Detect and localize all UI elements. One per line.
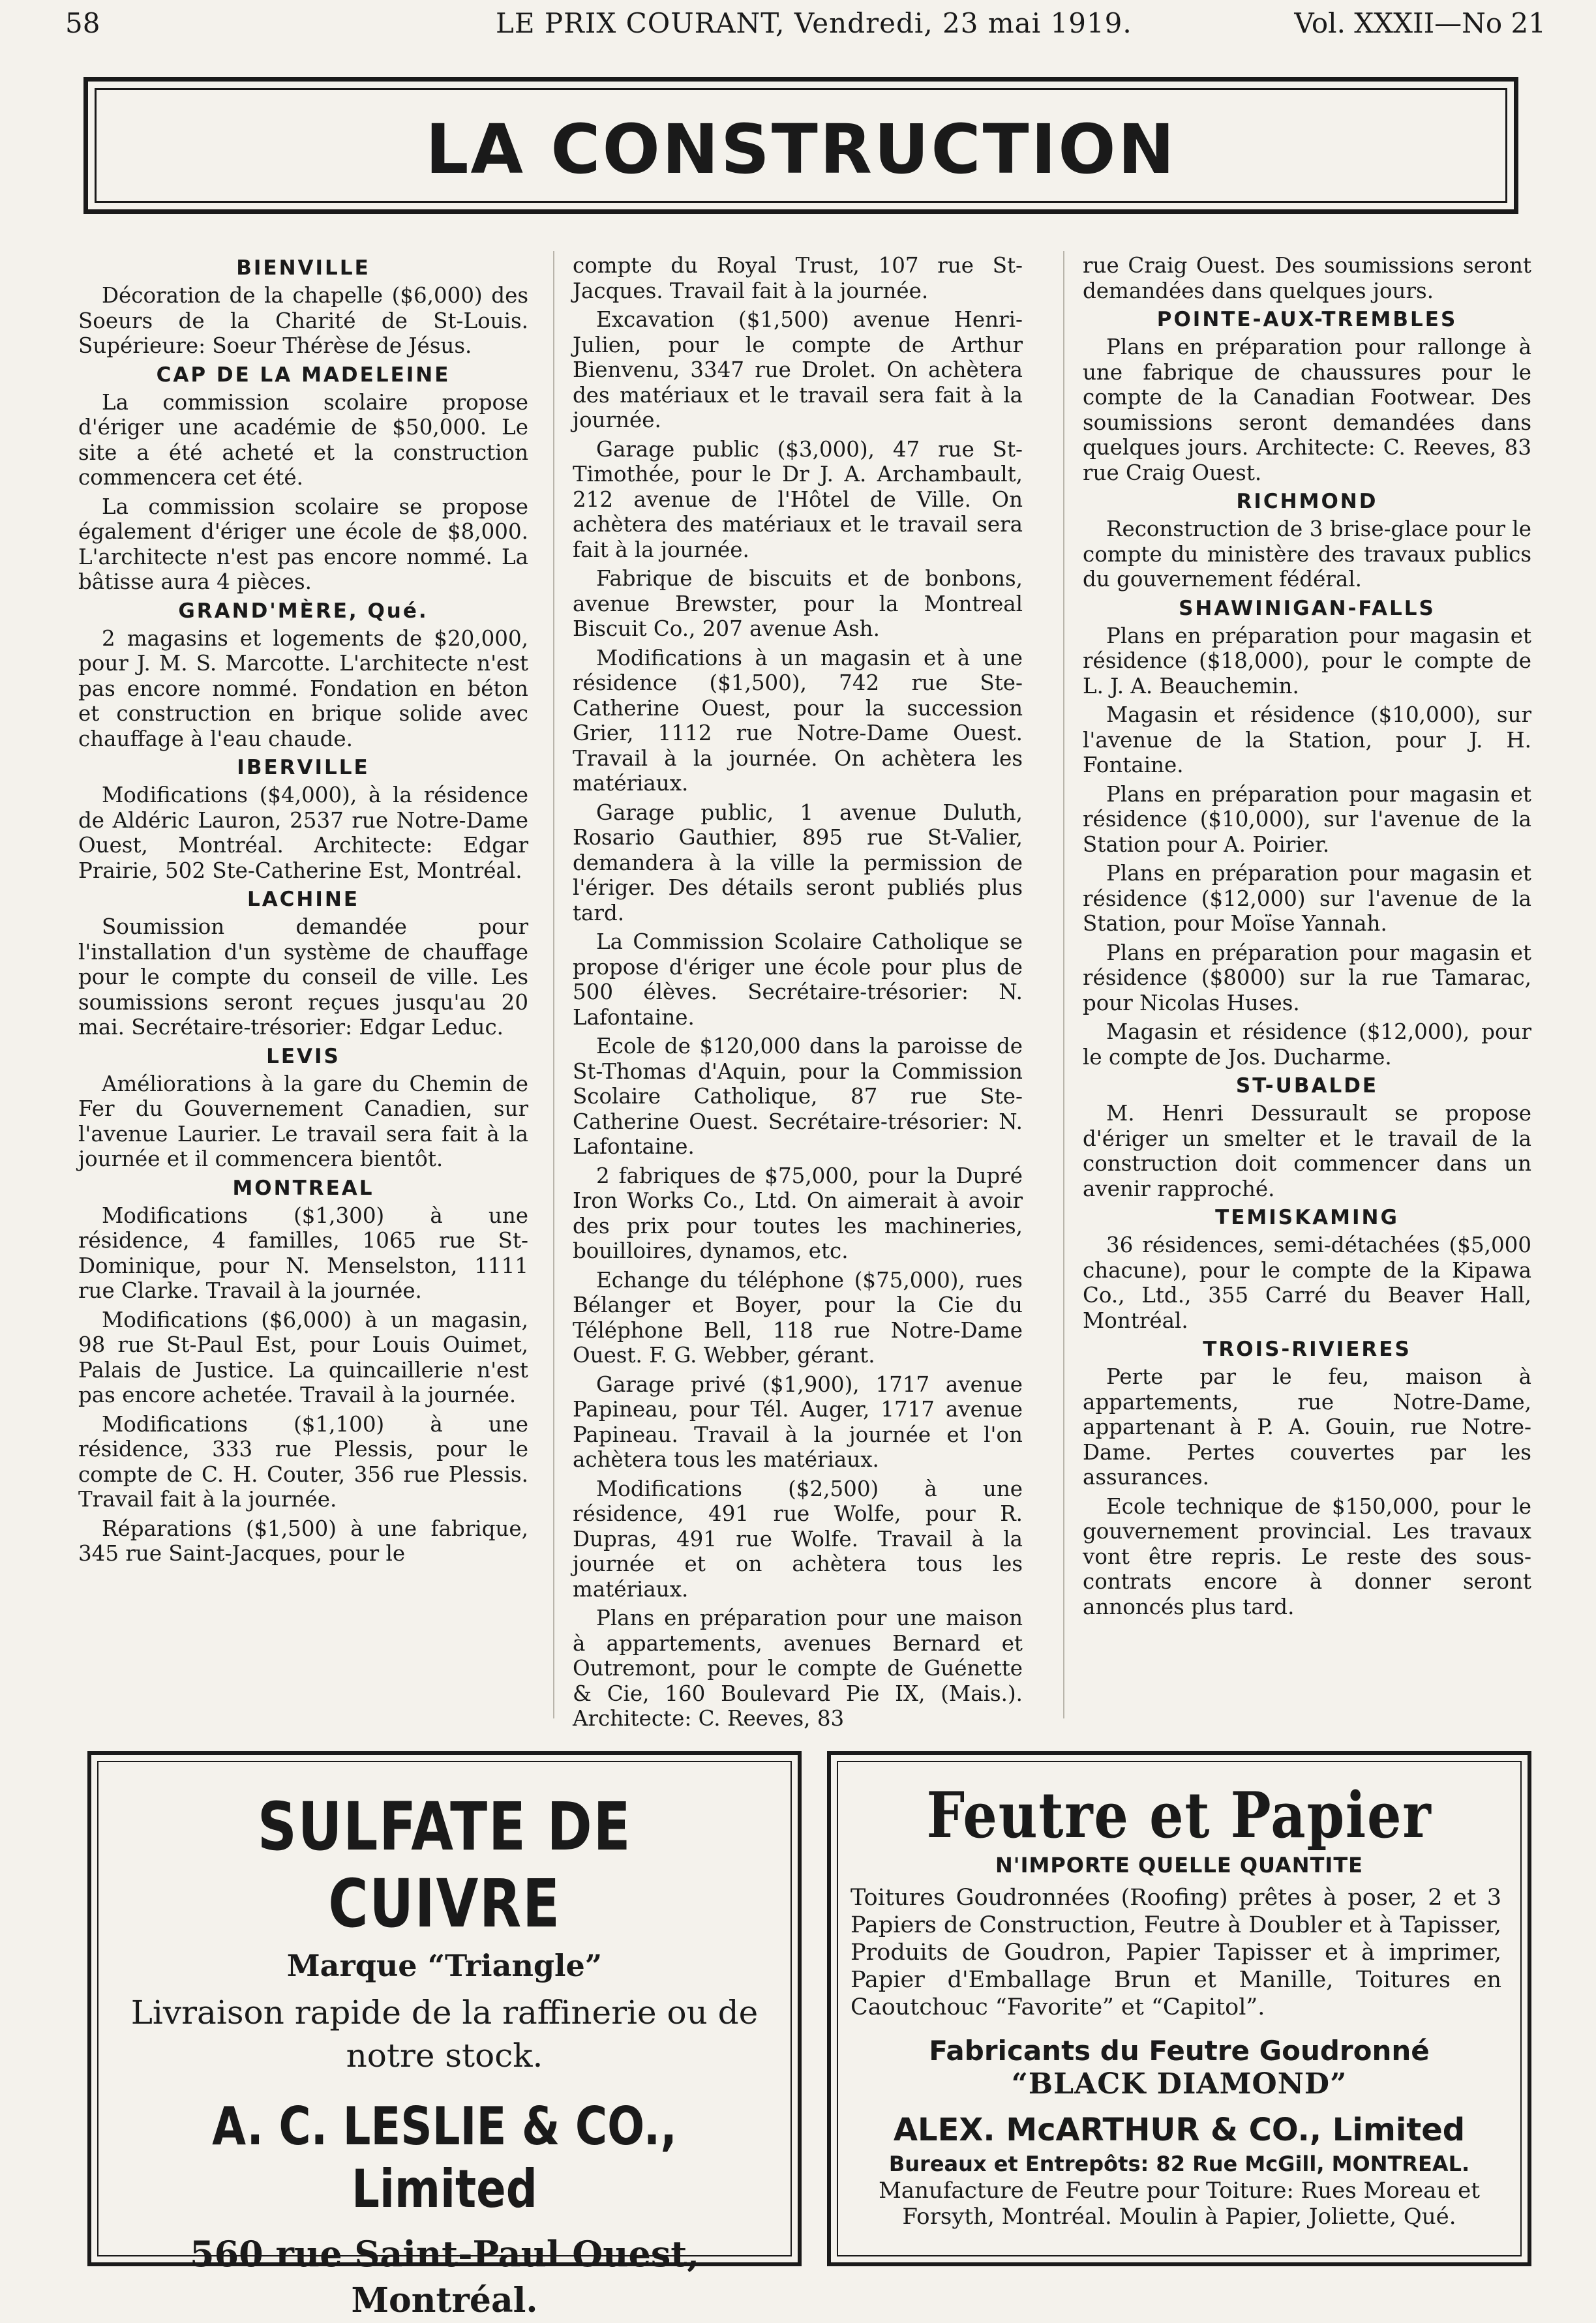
construction-notice: La commission scolaire propose d'ériger une académie de $50,000. Le site a été acheté et la construction commencera cet été. [78, 389, 528, 490]
construction-notice: Modifications ($1,300) à une résidence, 4 familles, 1065 rue St-Dominique, pour N. Menselston, 1111 rue Clarke. Travail à la journée. [78, 1203, 528, 1303]
construction-notice: Plans en préparation pour magasin et résidence ($12,000) sur l'avenue de la Station, pour Moïse Yannah. [1083, 861, 1531, 936]
construction-notice: 2 magasins et logements de $20,000, pour J. M. S. Marcotte. L'architecte n'est pas encore nommé. Fondation en béton et construction en brique solide avec chauffage à l'eau chaude. [78, 625, 528, 751]
ad-factory: Manufacture de Feutre pour Toiture: Rues Moreau et Forsyth, Montréal. Moulin à Papier, Joliette, Qué. [879, 2178, 1480, 2230]
section-banner [83, 77, 1518, 214]
city-heading: MONTREAL [232, 1176, 374, 1200]
city-heading: IBERVILLE [237, 756, 370, 779]
construction-notice: Garage public ($3,000), 47 rue St-Timothée, pour le Dr J. A. Archambault, 212 avenue de l'Hôtel de Ville. On achètera des matériaux et le travail sera fait à la journée. [573, 436, 1023, 562]
ad-company-name: ALEX. McARTHUR & CO., Limited [893, 2112, 1466, 2148]
construction-notice: Fabrique de biscuits et de bonbons, avenue Brewster, pour la Montreal Biscuit Co., 207 avenue Ash. [573, 566, 1023, 641]
city-heading: SHAWINIGAN-FALLS [1179, 596, 1436, 620]
city-heading: RICHMOND [1236, 490, 1378, 513]
city-heading: BIENVILLE [236, 256, 370, 280]
construction-notice: 2 fabriques de $75,000, pour la Dupré Iron Works Co., Ltd. On aimerait à avoir des prix pour toutes les machineries, bouilloires, dynamos, etc. [573, 1163, 1023, 1263]
city-heading: ST-UBALDE [1235, 1074, 1379, 1098]
section-title: LA CONSTRUCTION [425, 110, 1177, 189]
construction-notice: compte du Royal Trust, 107 rue St-Jacques. Travail fait à la journée. [573, 253, 1023, 303]
construction-notice: rue Craig Ouest. Des soumissions seront demandées dans quelques jours. [1083, 253, 1531, 303]
city-heading: GRAND'MÈRE, Qué. [178, 599, 429, 623]
construction-notice: Ecole de $120,000 dans la paroisse de St-Thomas d'Aquin, pour la Commission Scolaire Catholique, 87 rue Ste-Catherine Ouest. Secrétaire-trésorier: N. Lafontaine. [573, 1034, 1023, 1159]
construction-notice: Modifications ($1,100) à une résidence, 333 rue Plessis, pour le compte de C. H. Couter, 356 rue Plessis. Travail fait à la journée. [78, 1411, 528, 1512]
ad-description: Toitures Goudronnées (Roofing) prêtes à poser, 2 et 3 Papiers de Construction, Feutre à Doubler et à Tapisser, Produits de Goudron, Papier Tapisser et à imprimer, Papier d'Emballage Brun et Manille, Toitures en Caoutchouc “Favorite” et “Capitol”. [851, 1885, 1501, 2020]
ad-brand-name: “BLACK DIAMOND” [1011, 2067, 1348, 2101]
construction-notice: Ecole technique de $150,000, pour le gouvernement provincial. Les travaux vont être repris. Le reste des sous-contrats encore à donner seront annoncés plus tard. [1083, 1493, 1531, 1619]
volume-number: Vol. XXXII—No 21 [1294, 7, 1546, 39]
news-column-3 [1083, 253, 1531, 1623]
column-divider [553, 251, 554, 1718]
ad-city: Montréal. [351, 2281, 538, 2320]
city-heading: TEMISKAMING [1215, 1206, 1399, 1229]
construction-notice: 36 résidences, semi-détachées ($5,000 chacune), pour le compte de la Kipawa Co., Ltd., 355 Carré du Beaver Hall, Montréal. [1083, 1233, 1531, 1333]
construction-notice: Plans en préparation pour magasin et résidence ($10,000), sur l'avenue de la Station pour A. Poirier. [1083, 781, 1531, 857]
advertisement-feutre [827, 1751, 1531, 2266]
ad-subtitle: N'IMPORTE QUELLE QUANTITE [995, 1853, 1363, 1878]
construction-notice: Améliorations à la gare du Chemin de Fer du Gouvernement Canadien, sur l'avenue Laurier. Le travail sera fait à la journée et il commencera bientôt. [78, 1071, 528, 1171]
construction-notice: M. Henri Dessurault se propose d'ériger un smelter et le travail de la construction doit commencer dans un avenir rapproché. [1083, 1101, 1531, 1201]
column-divider [1063, 251, 1064, 1718]
construction-notice: Modifications à un magasin et à une résidence ($1,500), 742 rue Ste-Catherine Ouest, pour la succession Grier, 1112 rue Notre-Dame Ouest. Travail à la journée. On achètera les matériaux. [573, 645, 1023, 796]
ad-offices: Bureaux et Entrepôts: 82 Rue McGill, MONTREAL. [888, 2151, 1470, 2176]
construction-notice: La Commission Scolaire Catholique se propose d'ériger une école pour plus de 500 élèves. Secrétaire-trésorier: N. Lafontaine. [573, 929, 1023, 1030]
publication-line: LE PRIX COURANT, Vendredi, 23 mai 1919. [496, 7, 1132, 39]
advertisement-sulfate [87, 1751, 802, 2320]
city-heading: CAP DE LA MADELEINE [156, 363, 451, 387]
ad-address: 560 rue Saint-Paul Ouest, [189, 2233, 700, 2275]
news-column-1 [78, 253, 528, 1570]
news-column-2 [573, 253, 1023, 1735]
construction-notice: Modifications ($2,500) à une résidence, 491 rue Wolfe, pour R. Dupras, 491 rue Wolfe. Travail à la journée et on achètera tous les matériaux. [573, 1476, 1023, 1602]
city-heading: LEVIS [266, 1044, 340, 1068]
construction-notice: Modifications ($6,000) à un magasin, 98 rue St-Paul Est, pour Louis Ouimet, Palais de Justice. La quincaillerie n'est pas encore achetée. Travail à la journée. [78, 1307, 528, 1407]
construction-notice: Garage public, 1 avenue Duluth, Rosario Gauthier, 895 rue St-Valier, demandera à la ville la permission de l'ériger. Des détails seront publiés plus tard. [573, 800, 1023, 925]
city-heading: TROIS-RIVIERES [1203, 1338, 1411, 1361]
ad-product-name: SULFATE DE CUIVRE [257, 1788, 632, 1943]
construction-notice: Plans en préparation pour magasin et résidence ($8000) sur la rue Tamarac, pour Nicolas Huses. [1083, 940, 1531, 1015]
construction-notice: Soumission demandée pour l'installation d'un système de chauffage pour le compte du conseil de ville. Les soumissions seront reçues jusqu'au 20 mai. Secrétaire-trésorier: Edgar Leduc. [78, 914, 528, 1040]
construction-notice: Echange du téléphone ($75,000), rues Bélanger et Boyer, pour la Cie du Téléphone Bell, 118 rue Notre-Dame Ouest. F. G. Webber, gérant. [573, 1267, 1023, 1368]
construction-notice: Plans en préparation pour magasin et résidence ($18,000), pour le compte de L. J. A. Beauchemin. [1083, 623, 1531, 698]
ad-brand: Marque “Triangle” [286, 1948, 603, 1983]
construction-notice: Garage privé ($1,900), 1717 avenue Papineau, pour Tél. Auger, 1717 avenue Papineau. Travail à la journée et l'on achètera tous les matériaux. [573, 1371, 1023, 1472]
city-heading: LACHINE [247, 888, 360, 911]
construction-notice: Modifications ($4,000), à la résidence de Aldéric Lauron, 2537 rue Notre-Dame Ouest, Montréal. Architecte: Edgar Prairie, 502 Ste-Catherine Est, Montréal. [78, 783, 528, 883]
construction-notice: La commission scolaire se propose également d'ériger une école de $8,000. L'architecte n'est pas encore nommé. La bâtisse aura 4 pièces. [78, 494, 528, 594]
construction-notice: Excavation ($1,500) avenue Henri-Julien, pour le compte de Arthur Bienvenu, 3347 rue Drolet. On achètera des matériaux et le travail sera fait à la journée. [573, 307, 1023, 432]
construction-notice: Magasin et résidence ($12,000), pour le compte de Jos. Ducharme. [1083, 1019, 1531, 1070]
construction-notice: Perte par le feu, maison à appartements, rue Notre-Dame, appartenant à P. A. Gouin, rue Notre-Dame. Pertes couvertes par les assurances. [1083, 1364, 1531, 1490]
construction-notice: Réparations ($1,500) à une fabrique, 345 rue Saint-Jacques, pour le [78, 1516, 528, 1566]
construction-notice: Reconstruction de 3 brise-glace pour le compte du ministère des travaux publics du gouvernement fédéral. [1083, 517, 1531, 592]
construction-notice: Plans en préparation pour rallonge à une fabrique de chaussures pour le compte de la Canadian Footwear. Des soumissions seront demandées dans quelques jours. Architecte: C. Reeves, 83 rue Craig Ouest. [1083, 335, 1531, 485]
construction-notice: Magasin et résidence ($10,000), sur l'avenue de la Station, pour J. H. Fontaine. [1083, 702, 1531, 777]
page-number: 58 [65, 7, 100, 39]
ad-title: Feutre et Papier [926, 1778, 1432, 1852]
running-header [65, 4, 1546, 43]
ad-makers: Fabricants du Feutre Goudronné [929, 2035, 1430, 2067]
ad-company-name: A. C. LESLIE & CO., Limited [212, 2096, 677, 2219]
ad-delivery-text: Livraison rapide de la raffinerie ou de notre stock. [130, 1994, 759, 2075]
construction-notice: Décoration de la chapelle ($6,000) des Soeurs de la Charité de St-Louis. Supérieure: Soeur Thérèse de Jésus. [78, 283, 528, 358]
city-heading: POINTE-AUX-TREMBLES [1156, 308, 1458, 331]
construction-notice: Plans en préparation pour une maison à appartements, avenues Bernard et Outremont, pour le compte de Guénette & Cie, 160 Boulevard Pie IX, (Mais.). Architecte: C. Reeves, 83 [573, 1606, 1023, 1731]
